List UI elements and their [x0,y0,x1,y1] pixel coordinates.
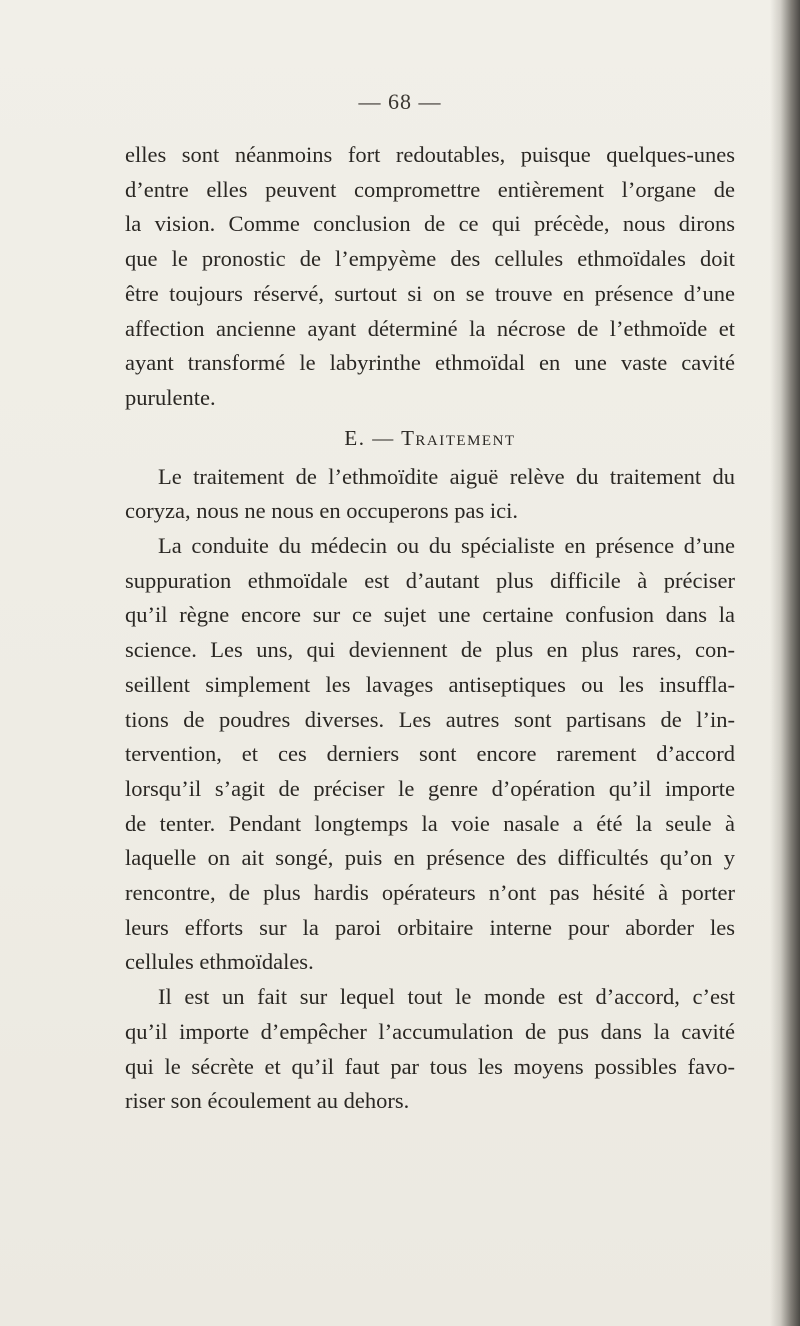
text-line: lorsqu’il s’agit de préciser le genre d’opération qu’il importe [125,775,735,801]
text-line: leurs efforts sur la paroi orbitaire interne pour aborder les [125,914,735,940]
text-line: ayant transformé le labyrinthe ethmoïdal en une vaste cavité [125,350,735,376]
page-number: — 68 — [358,89,442,114]
text-line: Le traitement de l’ethmoïdite aiguë relève du traitement du [158,463,735,489]
text-line: La conduite du médecin ou du spécialiste en présence d’une [158,533,735,559]
text-line: tervention, et ces derniers sont encore rarement d’accord [125,741,735,767]
text-line: la vision. Comme conclusion de ce qui précède, nous dirons [125,211,735,237]
section-heading: E. — Traitement [344,425,516,450]
text-line: de tenter. Pendant longtemps la voie nasale a été la seule à [125,810,735,836]
page-edge-shadow [770,0,800,1326]
text-line: seillent simplement les lavages antiseptiques ou les insuffla- [125,671,735,697]
text-line: rencontre, de plus hardis opérateurs n’ont pas hésité à porter [125,880,735,906]
text-line: être toujours réservé, surtout si on se trouve en présence d’une [125,280,735,306]
text-line: affection ancienne ayant déterminé la nécrose de l’ethmoïde et [125,315,735,341]
text-line: coryza, nous ne nous en occuperons pas ici. [125,498,519,524]
text-line: que le pronostic de l’empyème des cellules ethmoïdales doit [125,246,735,272]
text-line: qu’il règne encore sur ce sujet une certaine confusion dans la [125,602,735,628]
text-line: elles sont néanmoins fort redoutables, puisque quelques-unes [125,142,735,167]
text-line: qu’il importe d’empêcher l’accumulation de pus dans la cavité [125,1018,735,1044]
text-line: qui le sécrète et qu’il faut par tous les moyens possibles favo- [125,1053,735,1079]
paragraph-prognosis [125,138,735,416]
paragraph-drainage [125,980,735,1119]
text-line: d’entre elles peuvent compromettre entièrement l’organe de [125,176,735,202]
text-line: tions de poudres diverses. Les autres sont partisans de l’in- [125,706,735,732]
text-line: suppuration ethmoïdale est d’autant plus difficile à préciser [125,567,735,593]
text-line: riser son écoulement au dehors. [125,1088,410,1114]
paragraph-acute-treatment [125,460,735,529]
paragraph-suppuration [125,529,735,980]
text-line: science. Les uns, qui deviennent de plus en plus rares, con- [125,637,735,663]
text-line: Il est un fait sur lequel tout le monde est d’accord, c’est [158,984,735,1010]
text-line: laquelle on ait songé, puis en présence des difficultés qu’on y [125,845,735,871]
text-line: cellules ethmoïdales. [125,949,314,975]
text-line: purulente. [125,384,216,410]
page-body [125,138,735,1119]
